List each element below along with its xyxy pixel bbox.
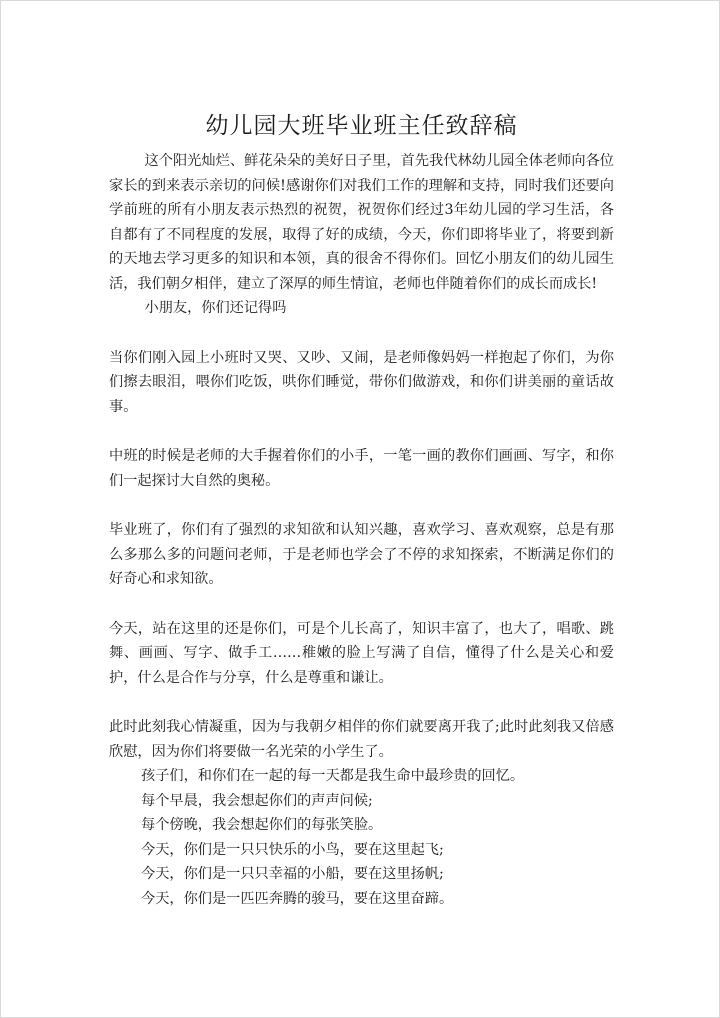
closing-line: 每个傍晚，我会想起你们的每张笑脸。 — [141, 817, 383, 833]
paragraph-today: 今天，站在这里的还是你们，可是个儿长高了，知识丰富了，也大了，唱歌、跳舞、画画、写字、做手工……稚嫩的脸上写满了自信，懂得了什么是关心和爱护，什么是合作与分享，什么是尊重和谦让。 — [109, 620, 614, 686]
closing-line: 今天，你们是一只只幸福的小船，要在这里扬帆; — [141, 866, 444, 882]
paragraph-question: 小朋友，你们还记得吗 — [144, 300, 287, 316]
paragraph-opening: 这个阳光灿烂、鲜花朵朵的美好日子里，首先我代林幼儿园全体老师向各位家长的到来表示亲切的问候!感谢你们对我们工作的理解和支持，同时我们还要向学前班的所有小朋友表示热烈的祝贺，祝贺你们经过3年幼儿园的学习生活，各自都有了不同程度的发展，取得了好的成绩，今天，你们即将毕业了，将要到新的天地去学习更多的知识和本领，真的很舍不得你们。回忆小朋友们的幼儿园生活，我们朝夕相伴，建立了深厚的师生情谊，老师也伴随着你们的成长而成长! — [109, 153, 614, 292]
closing-line: 今天，你们是一匹匹奔腾的骏马，要在这里奋蹄。 — [141, 890, 454, 907]
closing-line: 今天，你们是一只只快乐的小鸟，要在这里起飞; — [141, 841, 444, 858]
document-body — [109, 109, 614, 911]
closing-line: 每个早晨，我会想起你们的声声问候; — [141, 792, 373, 809]
closing-line: 孩子们，和你们在一起的每一天都是我生命中最珍贵的回忆。 — [141, 768, 525, 784]
paragraph-this-moment: 此时此刻我心情凝重，因为与我朝夕相伴的你们就要离开我了;此时此刻我又倍感欣慰，因为你们将要做一名光荣的小学生了。 — [109, 719, 614, 760]
paragraph-middle-class: 中班的时候是老师的大手握着你们的小手，一笔一画的教你们画画、写字，和你们一起探讨大自然的奥秘。 — [109, 448, 614, 489]
paragraph-small-class: 当你们刚入园上小班时又哭、又吵、又闹，是老师像妈妈一样抱起了你们，为你们擦去眼泪，喂你们吃饭，哄你们睡觉，带你们做游戏，和你们讲美丽的童话故事。 — [109, 349, 614, 415]
paragraph-graduating-class: 毕业班了，你们有了强烈的求知欲和认知兴趣，喜欢学习、喜欢观察，总是有那么多那么多的问题问老师，于是老师也学会了不停的求知探索，不断满足你们的好奇心和求知欲。 — [109, 522, 614, 587]
document-title: 幼儿园大班毕业班主任致辞稿 — [205, 113, 518, 139]
